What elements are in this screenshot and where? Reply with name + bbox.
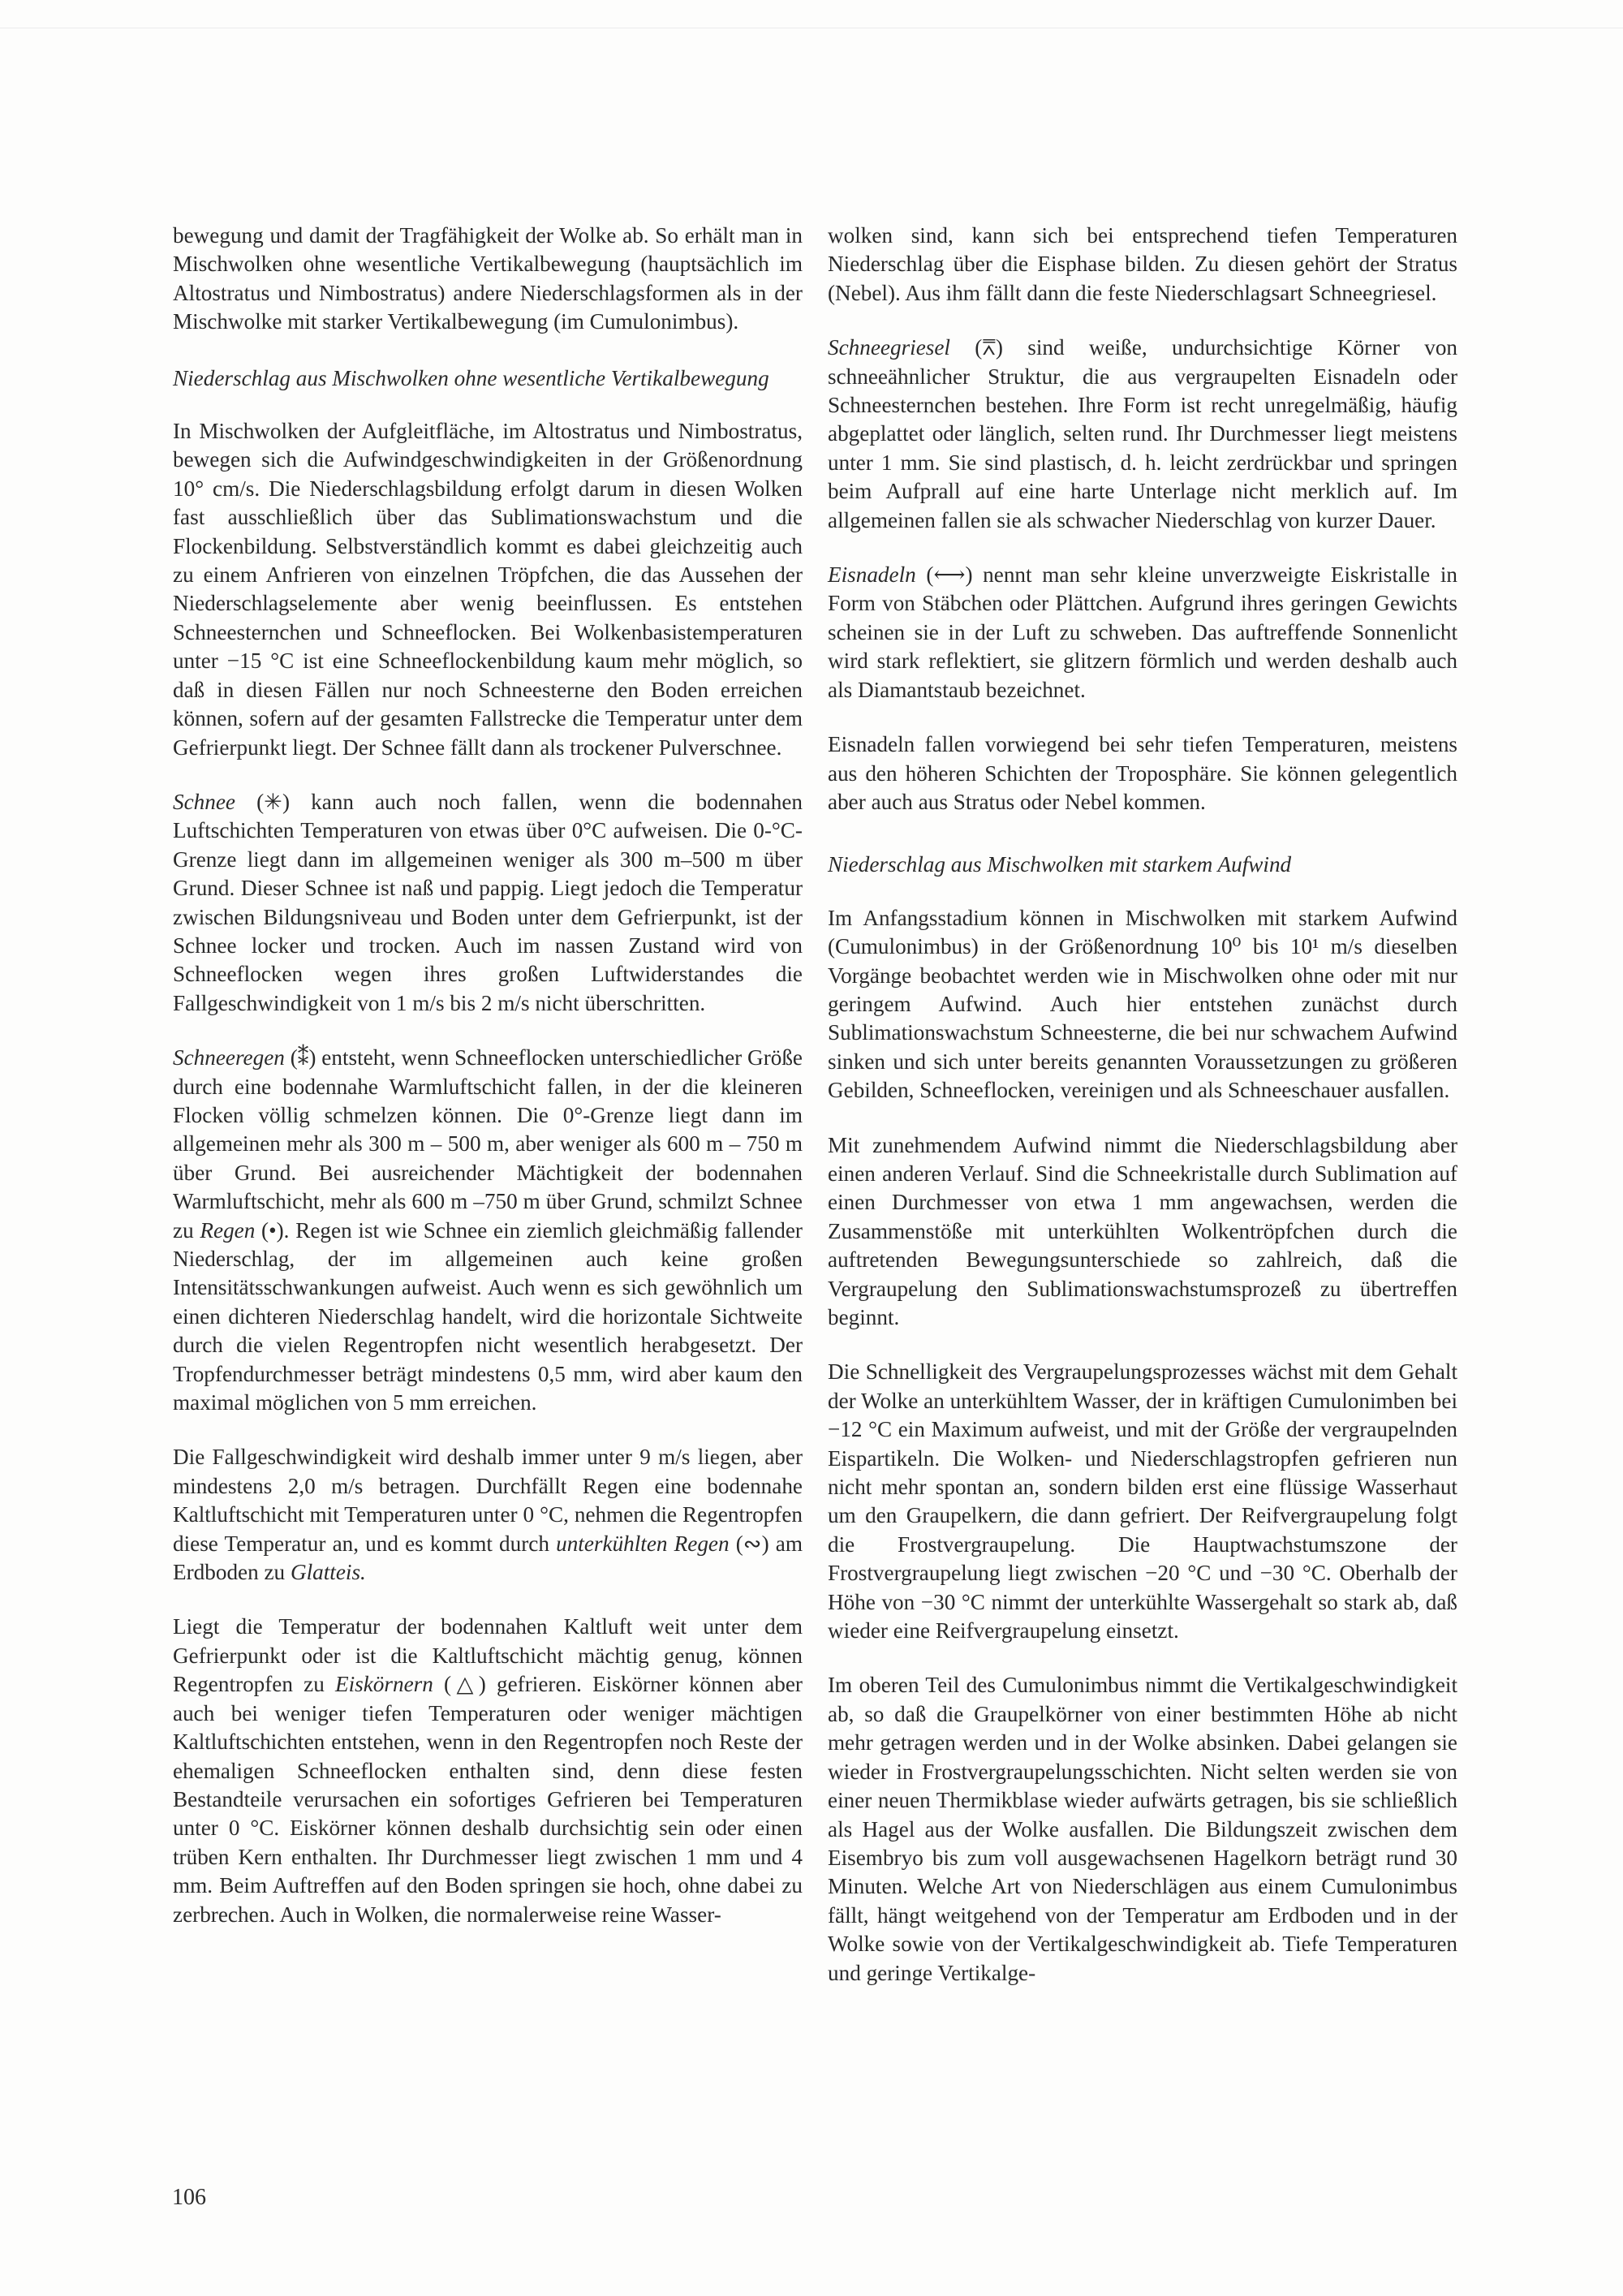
term: unterkühlten Regen (556, 1531, 730, 1556)
snow-grains-symbol: (⩞) (949, 335, 1003, 360)
text: entsteht, wenn Schneeflocken unterschiedlicher Größe durch eine bodennahe Warmluftschicht fallen, in der die kleineren Flocken völlig schmelzen können. Die 0°-Grenze liegt dann im allgemeinen mehr als 300 m – 500 m, aber weniger als 600 m – 750 m über Grund. Bei ausreichender Mächtigkeit der bodennahen Warmluftschicht, mehr als 600 m –750 m über Grund, schmilzt Schnee zu (173, 1045, 803, 1243)
paragraph: Im oberen Teil des Cumulonimbus nimmt die Vertikalgeschwindigkeit ab, so daß die Graupelkörner von einer bestimmten Höhe ab nicht mehr getragen werden und in der Wolke absinken. Dabei gelangen sie wieder in Frostvergraupelungsschichten. Nicht selten werden sie von einer neuen Thermikblase wieder aufwärts getragen, bis sie schließlich als Hagel aus der Wolke ausfallen. Die Bildungszeit zwischen dem Eisembryo bis zum voll ausgewachsenen Hagelkorn beträgt rund 30 Minuten. Welche Art von Niederschlägen aus einem Cumulonimbus fällt, hängt weitgehend von der Temperatur am Erdboden und in der Wolke sowie von der Vertikalgeschwindigkeit ab. Tiefe Temperaturen und geringe Vertikalge- (828, 1673, 1457, 1985)
paragraph (173, 1443, 803, 1587)
term: Glatteis. (290, 1560, 366, 1585)
term: Schnee (173, 789, 235, 814)
sleet-symbol: (⁑) (290, 1045, 316, 1070)
page-number: 106 (172, 2185, 206, 2210)
paragraph: bewegung und damit der Tragfähigkeit der Wolke ab. So erhält man in Mischwolken ohne wesentliche Vertikalbewegung (hauptsächlich im Altostratus und Nimbostratus) andere Niederschlagsformen als in der Mischwolke mit starker Vertikalbewegung (im Cumulonimbus). (173, 223, 803, 334)
paragraph: Im Anfangsstadium können in Mischwolken mit starkem Aufwind (Cumulonimbus) in der Größenordnung 10⁰ bis 10¹ m/s dieselben Vorgänge beobachtet werden wie in Mischwolken ohne oder mit nur geringem Aufwind. Auch hier entstehen zunächst durch Sublimationswachstum Schneesterne, die bei nur schwachem Aufwind sinken und sich unter bereits genannten Voraussetzungen zu größeren Gebilden, Schneeflocken, vereinigen und als Schneeschauer ausfallen. (828, 905, 1457, 1103)
term: Regen (200, 1217, 256, 1243)
snow-symbol: (✳) (256, 789, 290, 814)
text: Liegt die Temperatur der bodennahen Kaltluft weit unter dem Gefrierpunkt oder ist die Kaltluftschicht mächtig genug, können Regentropfen zu (173, 1614, 803, 1697)
text: am Erdboden zu (173, 1531, 803, 1585)
text: nennt man sehr kleine unverzweigte Eiskristalle in Form von Stäbchen oder Plättchen. Aufgrund ihres geringen Gewichts scheinen sie in der Luft zu schweben. Das auftreffende Sonnenlicht wird stark reflektiert, sie glitzern förmlich und werden deshalb auch als Diamantstaub bezeichnet. (828, 562, 1457, 702)
term: Eiskörnern (335, 1672, 433, 1697)
text: Die Fallgeschwindigkeit wird deshalb immer unter 9 m/s liegen, aber mindestens 2,0 m/s betragen. Durchfällt Regen eine bodennahe Kaltluftschicht mit Temperaturen unter 0 °C, nehmen die Regentropfen diese Temperatur an, und es kommt durch (173, 1445, 803, 1556)
paragraph (173, 1044, 803, 1417)
paragraph: Die Schnelligkeit des Vergraupelungsprozesses wächst mit dem Gehalt der Wolke an unterkühltem Wasser, der in kräftigen Cumulonimben bei −12 °C ein Maximum aufweist, und mit der Größe der vergraupelnden Eispartikeln. Die Wolken- und Niederschlagstropfen gefrieren nun nicht mehr spontan an, sondern bilden erst eine flüssige Wasserhaut um den Graupelkern, die dann gefriert. Der Reifvergraupelung folgt die Frostvergraupelung. Die Hauptwachstumszone der Frostvergraupelung liegt zwischen −20 °C und −30 °C. Oberhalb der Höhe von −30 °C nimmt der unterkühlte Wassergehalt so stark ab, daß wieder eine Reifvergraupelung einsetzt. (828, 1359, 1457, 1643)
paragraph: Eisnadeln fallen vorwiegend bei sehr tiefen Temperaturen, meistens aus den höheren Schichten der Troposphäre. Sie können gelegentlich aber auch aus Stratus oder Nebel kommen. (828, 732, 1457, 814)
term: Schneeregen (173, 1045, 285, 1070)
section-heading: Niederschlag aus Mischwolken mit starkem Aufwind (828, 852, 1292, 877)
paragraph (828, 561, 1457, 704)
ice-pellets-symbol: (△) (433, 1672, 486, 1697)
freezing-rain-symbol: (∾) (729, 1531, 769, 1556)
rain-symbol: (•). (255, 1217, 290, 1243)
term: Schneegriesel (828, 335, 950, 360)
text: kann auch noch fallen, wenn die bodennahen Luftschichten Temperaturen von etwas über 0°C aufweisen. Die 0-°C-Grenze liegt dann im allgemeinen weniger als 300 m–500 m über Grund. Dieser Schnee ist naß und pappig. Liegt jedoch die Temperatur zwischen Bildungsniveau und Boden unter dem Gefrierpunkt, ist der Schnee locker und trocken. Auch im nassen Zustand wird von Schneeflocken wegen ihres großen Luftwiderstandes die Fallgeschwindigkeit von 1 m/s bis 2 m/s nicht überschritten. (173, 789, 803, 1015)
text: sind weiße, undurchsichtige Körner von schneeähnlicher Struktur, die aus vergraupelten Eisnadeln oder Schneesternchen bestehen. Ihre Form ist recht unregelmäßig, häufig abgeplattet oder länglich, selten rund. Ihr Durchmesser liegt meistens unter 1 mm. Sie sind plastisch, d. h. leicht zerdrückbar und springen beim Aufprall auf eine harte Unterlage nicht merklich auf. Im allgemeinen fallen sie als schwacher Niederschlag von kurzer Dauer. (828, 335, 1458, 532)
ice-needles-symbol: (⟷) (915, 562, 973, 588)
paragraph (173, 788, 803, 1018)
paragraph (173, 1613, 803, 1928)
right-column (828, 222, 1457, 2014)
text: Regen ist wie Schnee ein ziemlich gleichmäßig fallender Niederschlag, der im allgemeinen auch keine großen Intensitätsschwankungen aufweist. Auch wenn es sich gewöhnlich um einen dichteren Niederschlag handelt, wird die horizontale Sichtweite durch die vielen Regentropfen nicht wesentlich herabgesetzt. Der Tropfendurchmesser beträgt mindestens 0,5 mm, wird aber kaum den maximal möglichen von 5 mm erreichen. (173, 1217, 803, 1415)
left-column (173, 222, 803, 1955)
section-heading: Niederschlag aus Mischwolken ohne wesentliche Vertikalbewegung (173, 365, 769, 390)
text: gefrieren. Eiskörner können aber auch bei weniger tiefen Temperaturen oder weniger mächtigen Kaltluftschichten entstehen, wenn in den Regentropfen noch Reste der ehemaligen Schneeflocken enthalten sind, denn diese festen Bestandteile verursachen ein sofortiges Gefrieren bei Temperaturen unter 0 °C. Eiskörner können deshalb durchsichtig sein oder einen trüben Kern enthalten. Ihr Durchmesser liegt zwischen 1 mm und 4 mm. Beim Auftreffen auf den Boden springen sie hoch, ohne dabei zu zerbrechen. Auch in Wolken, die normalerweise reine Wasser- (173, 1672, 803, 1927)
paragraph: wolken sind, kann sich bei entsprechend tiefen Temperaturen Niederschlag über die Eisphase bilden. Zu diesen gehört der Stratus (Nebel). Aus ihm fällt dann die feste Niederschlagsart Schneegriesel. (828, 223, 1457, 305)
paragraph: In Mischwolken der Aufgleitfläche, im Altostratus und Nimbostratus, bewegen sich die Aufwindgeschwindigkeiten in der Größenordnung 10° cm/s. Die Niederschlagsbildung erfolgt darum in diesen Wolken fast ausschließlich über das Sublimationswachstum und die Flockenbildung. Selbstverständlich kommt es dabei gleichzeitig auch zu einem Anfrieren von einzelnen Tröpfchen, die das Aussehen der Niederschlagselemente aber wenig beeinflussen. Es entstehen Schneesternchen und Schneeflocken. Bei Wolkenbasistemperaturen unter −15 °C ist eine Schneeflockenbildung kaum mehr möglich, so daß in diesen Fällen nur noch Schneesterne den Boden erreichen können, sofern auf der gesamten Fallstrecke die Temperatur unter dem Gefrierpunkt liegt. Der Schnee fällt dann als trockener Pulverschnee. (173, 419, 803, 760)
term: Eisnadeln (828, 562, 916, 588)
paragraph: Mit zunehmendem Aufwind nimmt die Niederschlagsbildung aber einen anderen Verlauf. Sind die Schneekristalle durch Sublimation auf einen Durchmesser von etwa 1 mm angewachsen, werden die Zusammenstöße mit unterkühlten Wolkentröpfchen durch die auftretenden Bewegungsunterschiede so zahlreich, daß die Vergraupelung den Sublimationswachstumsprozeß zu übertreffen beginnt. (828, 1132, 1457, 1329)
paragraph (828, 334, 1457, 535)
